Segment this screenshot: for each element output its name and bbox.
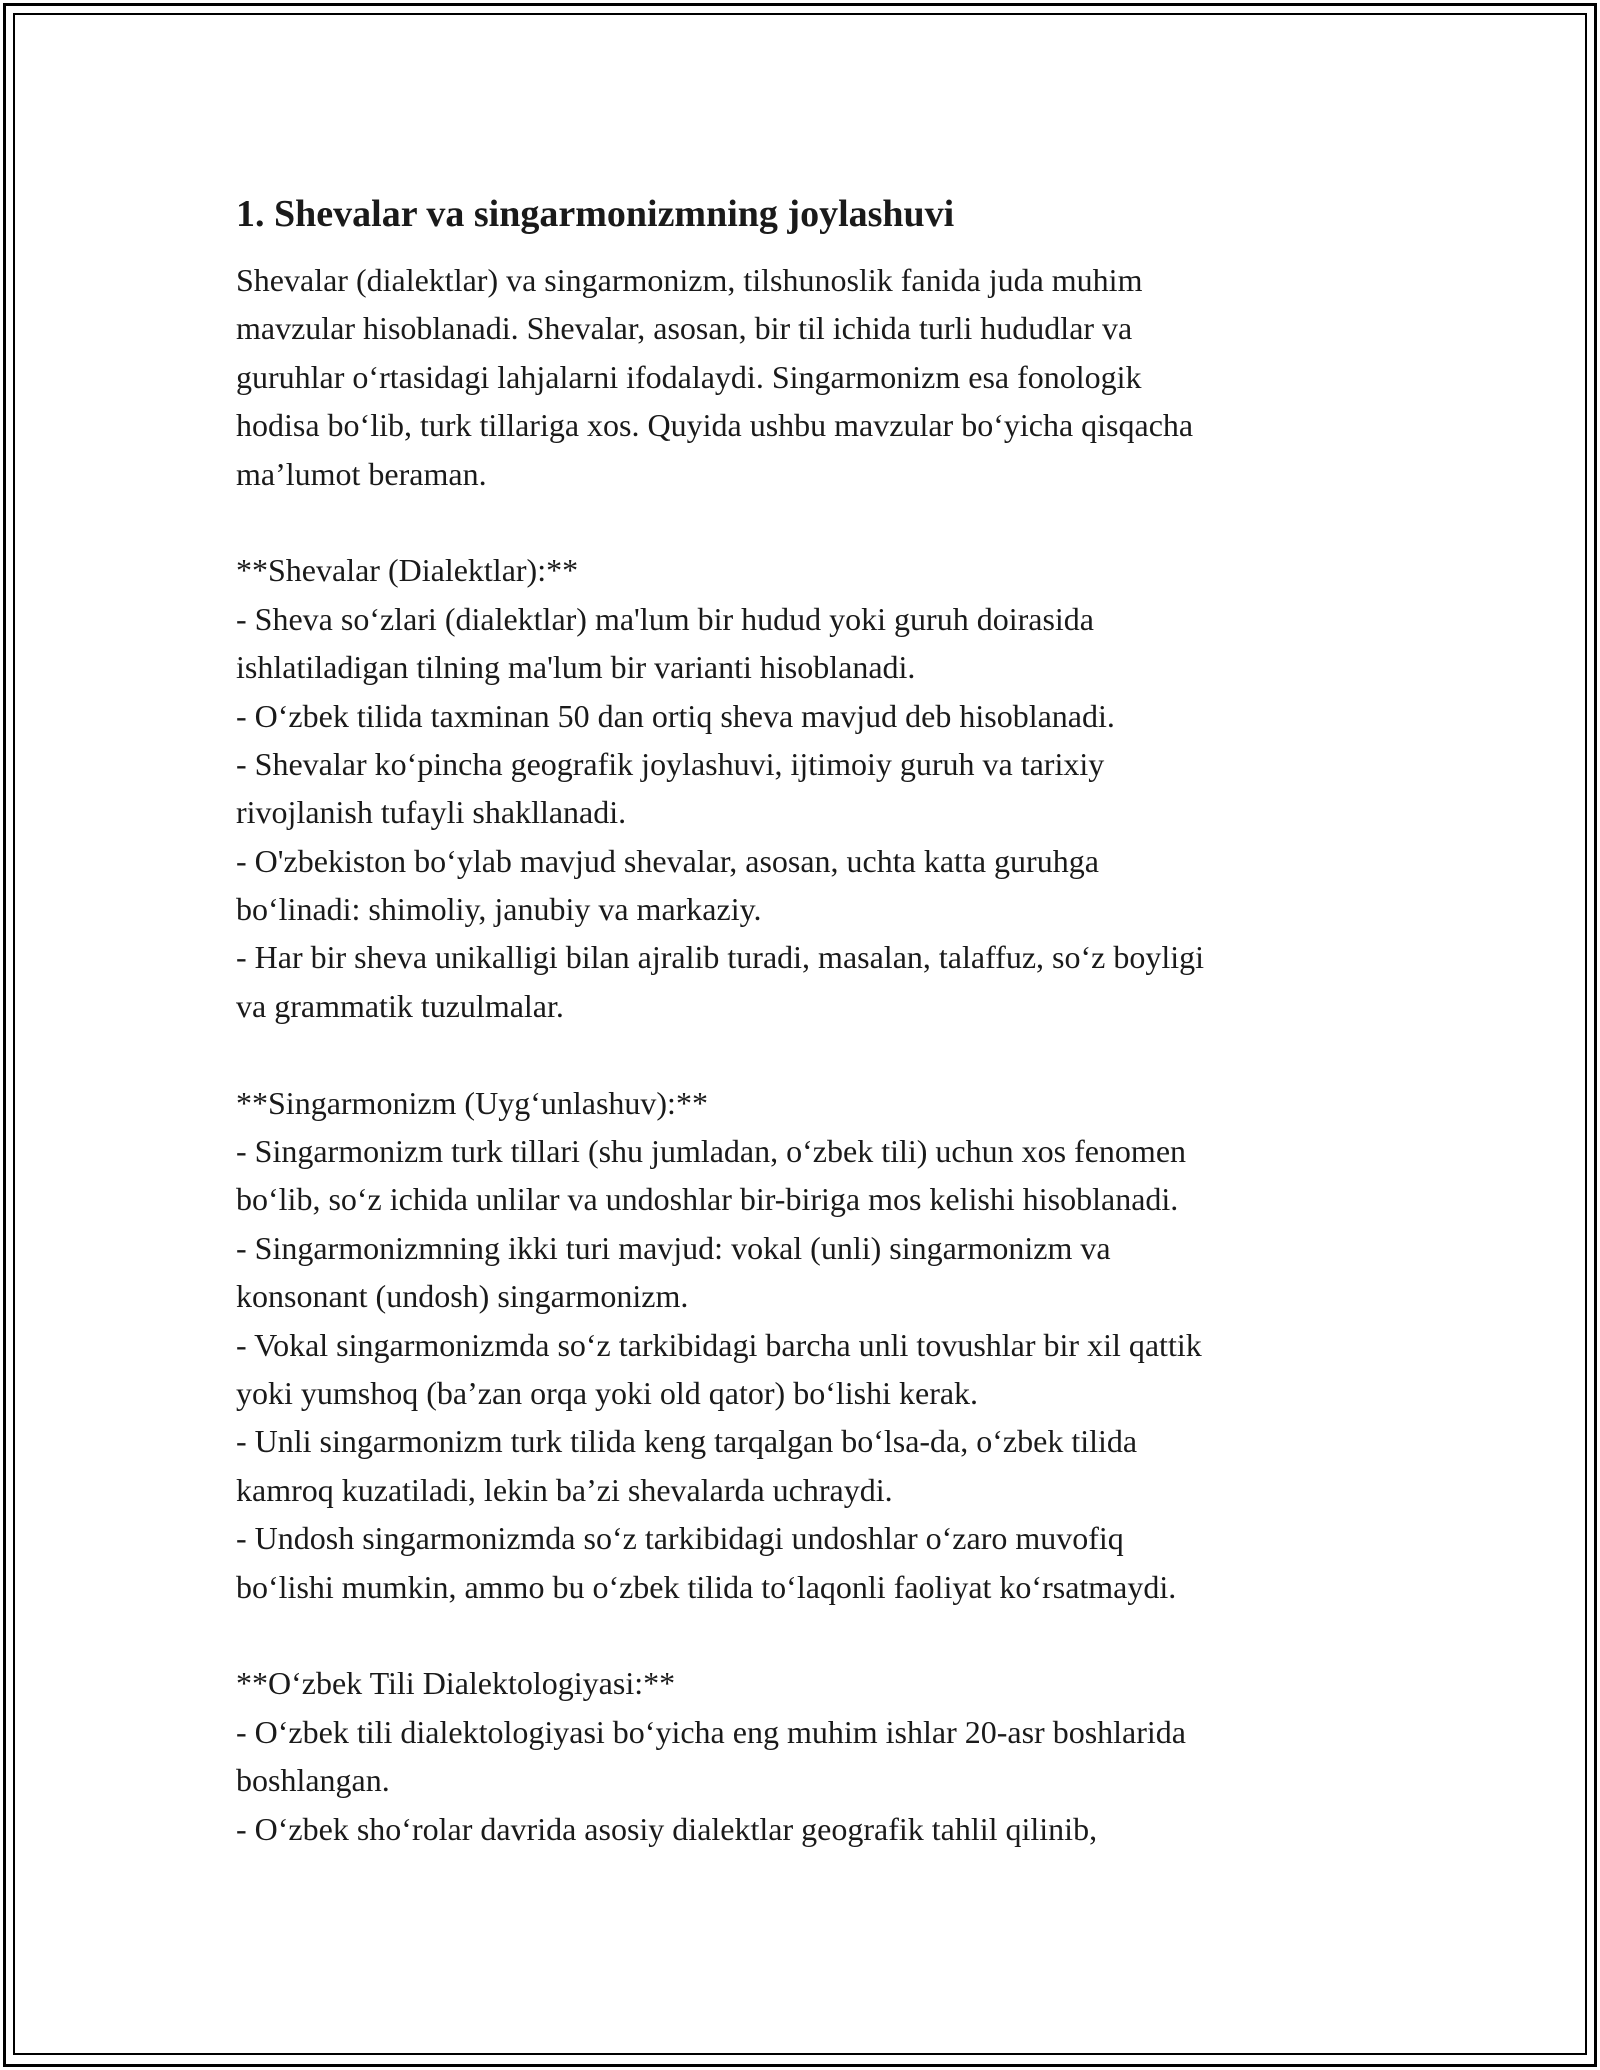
section-line: - O‘zbek sho‘rolar davrida asosiy dialektlar geografik tahlil qilinib,	[236, 1810, 1098, 1847]
paragraph-spacer	[236, 1611, 1366, 1659]
section-line: bo‘lib, so‘z ichida unlilar va undoshlar bir-biriga mos kelishi hisoblanadi.	[236, 1181, 1179, 1218]
section-line: - O'zbekiston bo‘ylab mavjud shevalar, asosan, uchta katta guruhga	[236, 842, 1099, 879]
section-line: - Vokal singarmonizmda so‘z tarkibidagi barcha unli tovushlar bir xil qattik	[236, 1326, 1202, 1363]
section-heading: **Shevalar (Dialektlar):**	[236, 552, 579, 589]
section-line: kamroq kuzatiladi, lekin ba’zi shevalarda uchraydi.	[236, 1471, 893, 1508]
intro-line: ma’lumot beraman.	[236, 455, 487, 492]
section-line: ishlatiladigan tilning ma'lum bir varianti hisoblanadi.	[236, 649, 916, 686]
intro-paragraph	[236, 256, 1366, 498]
section-line: boshlangan.	[236, 1762, 390, 1799]
section-line: rivojlanish tufayli shakllanadi.	[236, 794, 627, 831]
section-line: yoki yumshoq (ba’zan orqa yoki old qator) bo‘lishi kerak.	[236, 1374, 979, 1411]
section-line: - O‘zbek tilida taxminan 50 dan ortiq sheva mavjud deb hisoblanadi.	[236, 697, 1115, 734]
paragraph-spacer	[236, 1030, 1366, 1078]
section-heading: **Singarmonizm (Uyg‘unlashuv):**	[236, 1084, 708, 1121]
intro-line: Shevalar (dialektlar) va singarmonizm, tilshunoslik fanida juda muhim	[236, 262, 1143, 298]
intro-line: guruhlar o‘rtasidagi lahjalarni ifodalaydi. Singarmonizm esa fonologik	[236, 358, 1142, 395]
section-heading: **O‘zbek Tili Dialektologiyasi:**	[236, 1665, 676, 1702]
section-line: bo‘linadi: shimoliy, janubiy va markaziy.	[236, 891, 762, 928]
section-line: bo‘lishi mumkin, ammo bu o‘zbek tilida to‘laqonli faoliyat ko‘rsatmaydi.	[236, 1568, 1177, 1605]
section-singarmonizm	[236, 1079, 1366, 1611]
document-title: 1. Shevalar va singarmonizmning joylashuvi	[236, 193, 955, 235]
section-line: - Shevalar ko‘pincha geografik joylashuvi, ijtimoiy guruh va tarixiy	[236, 745, 1105, 782]
section-line: - Singarmonizm turk tillari (shu jumladan, o‘zbek tili) uchun xos fenomen	[236, 1133, 1187, 1170]
section-line: - Unli singarmonizm turk tilida keng tarqalgan bo‘lsa-da, o‘zbek tilida	[236, 1423, 1138, 1460]
intro-line: mavzular hisoblanadi. Shevalar, asosan, bir til ichida turli hududlar va	[236, 310, 1133, 347]
section-line: - O‘zbek tili dialektologiyasi bo‘yicha eng muhim ishlar 20-asr boshlarida	[236, 1713, 1186, 1750]
section-line: - Undosh singarmonizmda so‘z tarkibidagi undoshlar o‘zaro muvofiq	[236, 1520, 1124, 1557]
document-body	[236, 184, 1366, 1853]
section-dialektologiya	[236, 1659, 1366, 1853]
intro-line: hodisa bo‘lib, turk tillariga xos. Quyida ushbu mavzular bo‘yicha qisqacha	[236, 407, 1194, 444]
section-line: - Har bir sheva unikalligi bilan ajralib turadi, masalan, talaffuz, so‘z boyligi	[236, 939, 1204, 976]
section-line: - Sheva so‘zlari (dialektlar) ma'lum bir hudud yoki guruh doirasida	[236, 600, 1094, 637]
section-line: - Singarmonizmning ikki turi mavjud: vokal (unli) singarmonizm va	[236, 1229, 1111, 1266]
section-shevalar	[236, 546, 1366, 1030]
section-line: va grammatik tuzulmalar.	[236, 987, 564, 1024]
section-line: konsonant (undosh) singarmonizm.	[236, 1278, 689, 1315]
paragraph-spacer	[236, 498, 1366, 546]
